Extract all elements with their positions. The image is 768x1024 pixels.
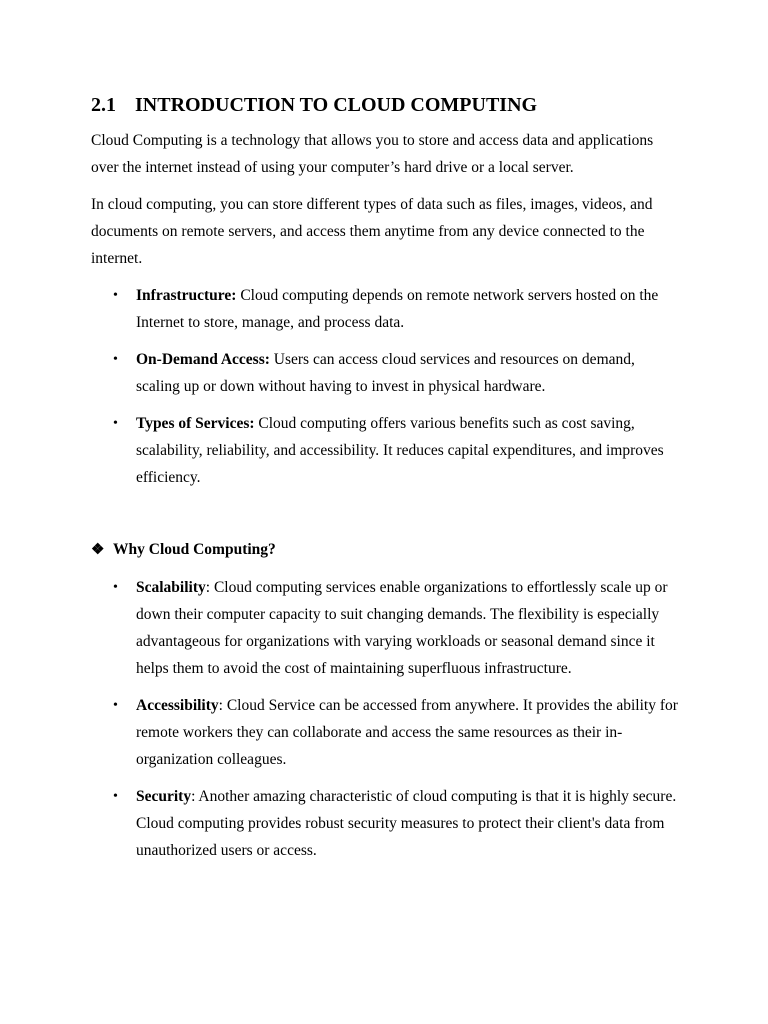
intro-paragraph-1: Cloud Computing is a technology that allows you to store and access data and applications over the internet instead of using your computer’s hard drive or a local server. [91,132,654,176]
bullet-term: Accessibility [136,697,219,714]
intro-paragraph-2: In cloud computing, you can store different types of data such as files, images, videos, and documents on remote servers, and access them anytime from any device connected to the internet. [91,196,653,267]
bullet-accessibility [91,692,681,773]
bullet-text: Cloud computing offers various benefits such as cost saving, scalability, reliability, and accessibility. It reduces capital expenditures, and improves efficiency. [136,415,664,486]
bullet-term: Types of Services: [136,415,255,432]
bullet-text: : Cloud computing services enable organizations to effortlessly scale up or down their computer capacity to suit changing demands. The flexibility is especially advantageous for organizations with varying workloads or seasonal demand since it helps them to avoid the cost of maintaining superfluous infrastructure. [136,579,668,677]
bullet-term: On-Demand Access: [136,351,270,368]
bullet-dot-icon: • [113,789,118,804]
bullet-infrastructure [91,282,681,336]
section-heading [91,92,537,118]
bullet-text: Cloud computing depends on remote network servers hosted on the Internet to store, manage, and process data. [136,287,659,331]
why-cloud-block [91,536,681,874]
bullet-term: Security [136,788,192,805]
bullet-dot-icon: • [113,580,118,595]
bullet-term: Infrastructure: [136,287,237,304]
bullet-scalability [91,574,681,682]
section-title: INTRODUCTION TO CLOUD COMPUTING [135,94,538,116]
bullet-types-of-services [91,410,681,491]
bullet-text: Users can access cloud services and resources on demand, scaling up or down without having to invest in physical hardware. [136,351,635,395]
bullet-security [91,783,681,864]
bullet-on-demand-access [91,346,681,400]
bullet-text: : Cloud Service can be accessed from anywhere. It provides the ability for remote workers they can collaborate and access the same resources as their in-organization colleagues. [136,697,678,768]
why-heading [91,536,681,564]
bullet-text: : Another amazing characteristic of cloud computing is that it is highly secure. Cloud computing provides robust security measures to protect their client's data from unauthorized users or access. [136,788,677,859]
bullet-dot-icon: • [113,416,118,431]
bullet-term: Scalability [136,579,206,596]
bullet-dot-icon: • [113,698,118,713]
intro-block [91,127,681,501]
section-number: 2.1 [91,94,116,116]
diamond-bullet-icon: ❖ [91,542,105,558]
why-bullet-list [91,574,681,864]
bullet-dot-icon: • [113,288,118,303]
intro-bullet-list [91,282,681,491]
why-heading-text: Why Cloud Computing? [113,541,276,558]
bullet-dot-icon: • [113,352,118,367]
